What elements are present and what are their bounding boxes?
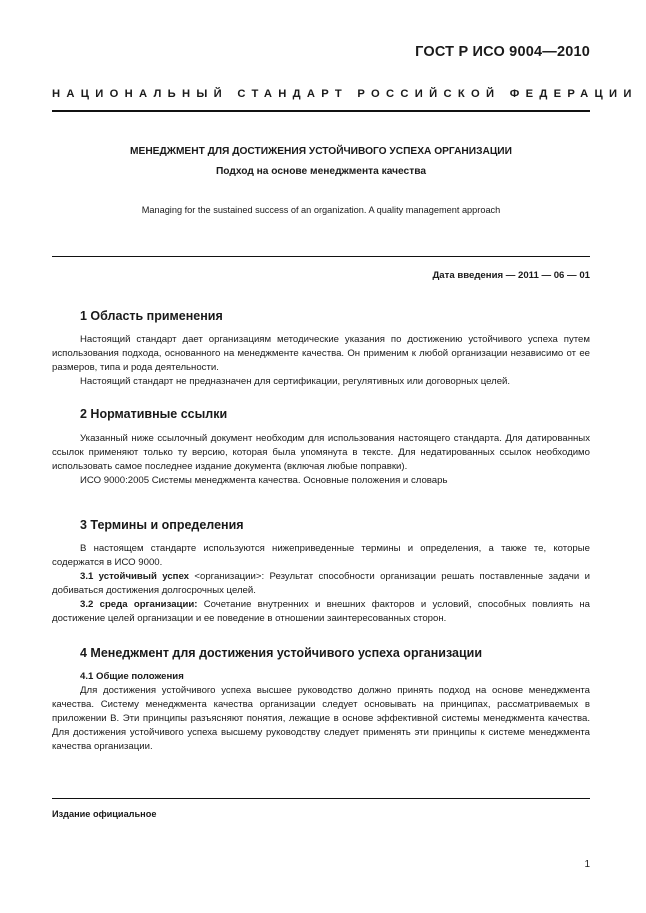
document-subtitle: Подход на основе менеджмента качества (215, 166, 427, 177)
paragraph: Указанный ниже ссылочный документ необходим для использования настоящего стандарта. Для датированных ссылок применяют только ту версию, которая была упомянута в тексте. Для недатированных ссылок необходимо использовать самое последнее издание документа (включая любые поправки). (52, 433, 590, 472)
term-definition (52, 598, 590, 626)
paragraph: Настоящий стандарт дает организациям методические указания по достижению устойчивого успеха путем использования подхода, основанного на менеджменте качества. Он применим к любой организации независимо от ее размеров, типа и рода деятельности. (52, 334, 590, 373)
footer-divider (52, 798, 590, 799)
document-title-english: Managing for the sustained success of an organization. A quality management approach (141, 205, 501, 215)
section-heading: 3 Термины и определения (80, 518, 244, 532)
paragraph: ИСО 9000:2005 Системы менеджмента качества. Основные положения и словарь (80, 475, 448, 486)
term-label: 3.1 устойчивый успех (80, 571, 190, 582)
national-standard-banner: НАЦИОНАЛЬНЫЙ СТАНДАРТ РОССИЙСКОЙ ФЕДЕРАЦИИ (52, 88, 638, 100)
edition-note: Издание официальное (52, 809, 157, 819)
term-text: Сочетание внутренних и внешних факторов и условий, способных повлиять на достижение целей организации и ее поведение в отношении заинтересованных сторон. (52, 599, 591, 624)
standard-designation: ГОСТ Р ИСО 9004—2010 (415, 44, 590, 60)
term-label: 3.2 среда организации: (80, 599, 198, 610)
section-scope (52, 309, 590, 389)
paragraph: В настоящем стандарте используются нижеприведенные термины и определения, а также те, которые содержатся в ИСО 9000. (52, 543, 590, 568)
page-number: 1 (584, 859, 590, 870)
section-normative-references (52, 407, 590, 488)
document-title: МЕНЕДЖМЕНТ ДЛЯ ДОСТИЖЕНИЯ УСТОЙЧИВОГО УСПЕХА ОРГАНИЗАЦИИ (130, 146, 512, 157)
term-definition (52, 570, 590, 598)
section-heading: 4 Менеджмент для достижения устойчивого успеха организации (80, 646, 483, 660)
title-divider (52, 256, 590, 257)
section-heading: 1 Область применения (80, 309, 223, 323)
term-text: <организации>: Результат способности организации решать поставленные задачи и добиваться достижения долгосрочных целей. (52, 571, 590, 596)
paragraph: Настоящий стандарт не предназначен для сертификации, регулятивных или договорных целей. (80, 376, 511, 387)
subsection-heading: 4.1 Общие положения (80, 671, 184, 682)
section-management (52, 646, 590, 754)
section-terms-definitions (52, 518, 590, 626)
introduction-date: Дата введения — 2011 — 06 — 01 (432, 270, 590, 281)
paragraph: Для достижения устойчивого успеха высшее руководство должно принять подход на основе менеджмента качества. Систему менеджмента качества организации следует основывать на принципах, рассматриваемых в приложении В. Эти принципы разъясняют понятия, лежащие в основе эффективной системы менеджмента качества. Для достижения устойчивого успеха высшему руководству следует применять эти принципы к системе менеджмента качества организации. (52, 685, 590, 752)
top-divider (52, 110, 590, 112)
section-heading: 2 Нормативные ссылки (80, 407, 228, 421)
